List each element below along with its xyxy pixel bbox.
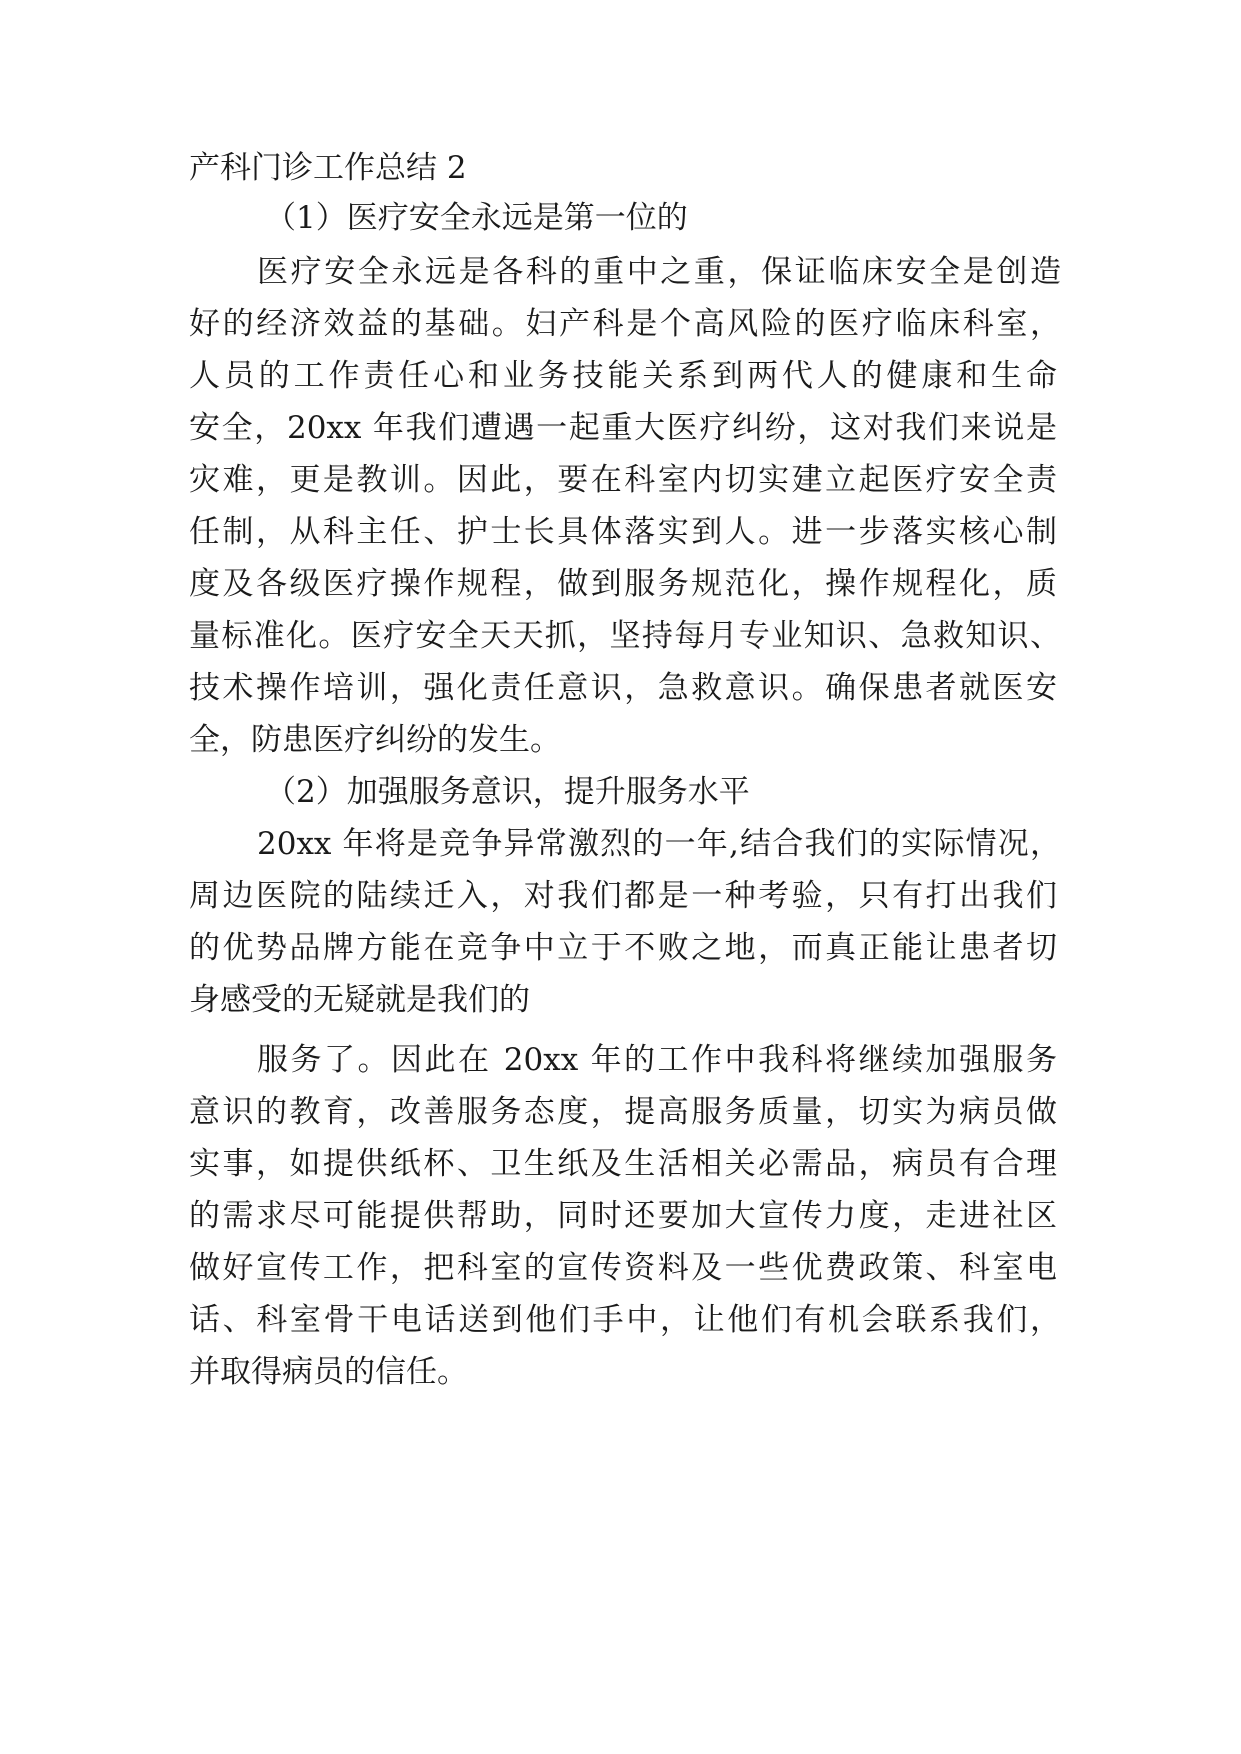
paragraph-line: 的优势品牌方能在竞争中立于不败之地，而真正能让患者切	[189, 930, 1057, 966]
paragraph-line: 做好宣传工作，把科室的宣传资料及一些优费政策、科室电	[189, 1250, 1057, 1286]
paragraph-line: 服务了。因此在 20xx 年的工作中我科将继续加强服务	[257, 1042, 1057, 1078]
paragraph-line: 人员的工作责任心和业务技能关系到两代人的健康和生命	[189, 358, 1057, 394]
paragraph-line: 医疗安全永远是各科的重中之重，保证临床安全是创造	[257, 254, 1061, 290]
paragraph-line: 周边医院的陆续迁入，对我们都是一种考验，只有打出我们	[189, 878, 1057, 914]
paragraph-line: 灾难，更是教训。因此，要在科室内切实建立起医疗安全责	[189, 462, 1057, 498]
paragraph-line: 20xx 年将是竞争异常激烈的一年,结合我们的实际情况，	[257, 826, 1061, 862]
paragraph-line: 量标准化。医疗安全天天抓，坚持每月专业知识、急救知识、	[189, 618, 1061, 654]
paragraph-line: 好的经济效益的基础。妇产科是个高风险的医疗临床科室，	[189, 306, 1061, 342]
paragraph-line: 话、科室骨干电话送到他们手中，让他们有机会联系我们，	[189, 1302, 1061, 1338]
paragraph-line: 并取得病员的信任。	[189, 1354, 468, 1390]
paragraph-line: 安全，20xx 年我们遭遇一起重大医疗纠纷，这对我们来说是	[189, 410, 1057, 446]
paragraph-line: 实事，如提供纸杯、卫生纸及生活相关必需品，病员有合理	[189, 1146, 1057, 1182]
paragraph-line: 度及各级医疗操作规程，做到服务规范化，操作规程化，质	[189, 566, 1057, 602]
paragraph-line: 技术操作培训，强化责任意识，急救意识。确保患者就医安	[189, 670, 1057, 706]
paragraph-line: 意识的教育，改善服务态度，提高服务质量，切实为病员做	[189, 1094, 1057, 1130]
paragraph-line: 身感受的无疑就是我们的	[189, 982, 530, 1018]
paragraph-line: 的需求尽可能提供帮助，同时还要加大宣传力度，走进社区	[189, 1198, 1057, 1234]
document-title: 产科门诊工作总结 2	[189, 150, 467, 186]
section-heading-1: （1）医疗安全永远是第一位的	[265, 200, 688, 236]
paragraph-line: 全，防患医疗纠纷的发生。	[189, 722, 561, 758]
paragraph-line: 任制，从科主任、护士长具体落实到人。进一步落实核心制	[189, 514, 1057, 550]
section-heading-2: （2）加强服务意识，提升服务水平	[265, 774, 750, 810]
